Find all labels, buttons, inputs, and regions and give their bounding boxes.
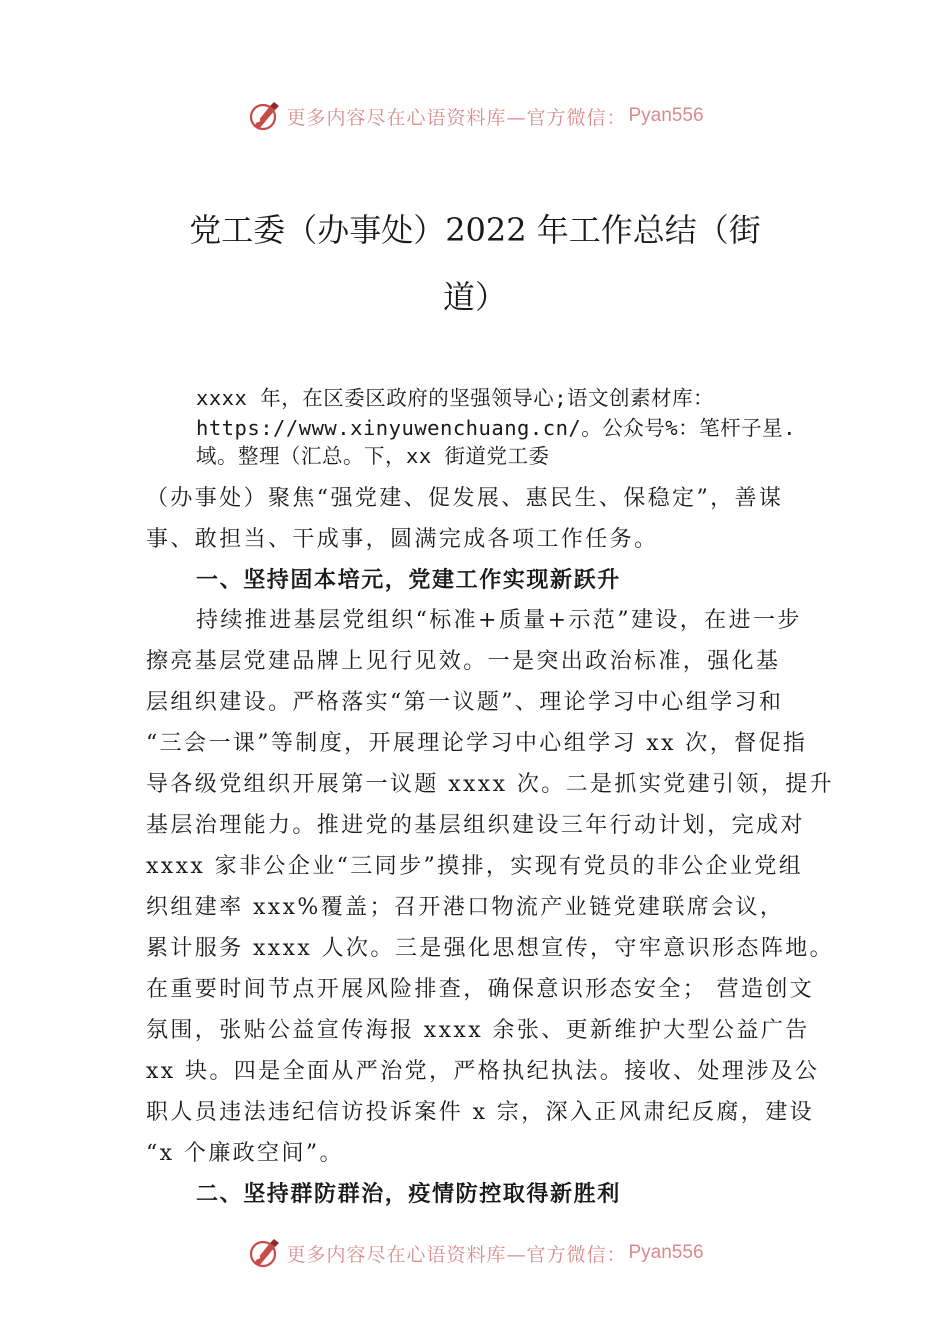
document-title-line-1: 党工委（办事处）2022 年工作总结（街 <box>189 211 761 249</box>
paragraph-line: xxxx 家非公企业“三同步”摸排，实现有党员的非公企业党组 <box>146 854 804 879</box>
banner-text: 更多内容尽在心语资料库—官方微信： <box>286 106 627 129</box>
paragraph-line: 持续推进基层党组织“标准+质量+示范”建设，在进一步 <box>196 608 802 633</box>
intro-line: xxxx 年，在区委区政府的坚强领导心;语文创素材库： <box>196 386 715 410</box>
paragraph-line: xx 块。四是全面从严治党，严格执纪执法。接收、处理涉及公 <box>146 1059 820 1084</box>
paragraph-line: 基层治理能力。推进党的基层组织建设三年行动计划，完成对 <box>146 813 805 838</box>
banner-wechat-handle: Pyan556 <box>628 105 704 126</box>
paragraph-line: 在重要时间节点开展风险排查，确保意识形态安全； 营造创文 <box>146 977 815 1002</box>
intro-continue-line: 事、敢担当、干成事，圆满完成各项工作任务。 <box>146 527 659 552</box>
paragraph-line: “x 个廉政空间”。 <box>146 1141 344 1166</box>
header-watermark-banner <box>0 96 950 136</box>
intro-line: 域。整理（汇总。下，xx 街道党工委 <box>196 444 550 468</box>
paragraph-line: 氛围，张贴公益宣传海报 xxxx 余张、更新维护大型公益广告 <box>146 1018 810 1043</box>
paragraph-line: 擦亮基层党建品牌上见行见效。一是突出政治标准，强化基 <box>146 649 781 674</box>
paragraph-line: 织组建率 xxx%覆盖；召开港口物流产业链党建联席会议， <box>146 895 785 920</box>
document-title-line-2: 道） <box>442 278 507 316</box>
pen-logo-icon <box>246 98 282 134</box>
section-heading-2: 二、坚持群防群治，疫情防控取得新胜利 <box>196 1182 621 1207</box>
banner-wechat-handle: Pyan556 <box>628 1242 704 1263</box>
intro-line: https://www.xinyuwenchuang.cn/。公众号%：笔杆子星. <box>196 416 796 440</box>
banner-text: 更多内容尽在心语资料库—官方微信： <box>286 1243 627 1266</box>
footer-watermark-banner <box>0 1233 950 1273</box>
intro-continue-line: （办事处）聚焦“强党建、促发展、惠民生、保稳定”，善谋 <box>146 486 784 511</box>
paragraph-line: 导各级党组织开展第一议题 xxxx 次。二是抓实党建引领，提升 <box>146 772 835 797</box>
paragraph-line: 累计服务 xxxx 人次。三是强化思想宣传，守牢意识形态阵地。 <box>146 936 835 961</box>
section-heading-1: 一、坚持固本培元，党建工作实现新跃升 <box>196 568 621 593</box>
paragraph-line: “三会一课”等制度，开展理论学习中心组学习 xx 次，督促指 <box>146 731 808 756</box>
pen-logo-icon <box>246 1235 282 1271</box>
paragraph-line: 职人员违法违纪信访投诉案件 x 宗，深入正风肃纪反腐，建设 <box>146 1100 814 1125</box>
paragraph-line: 层组织建设。严格落实“第一议题”、理论学习中心组学习和 <box>146 690 784 715</box>
